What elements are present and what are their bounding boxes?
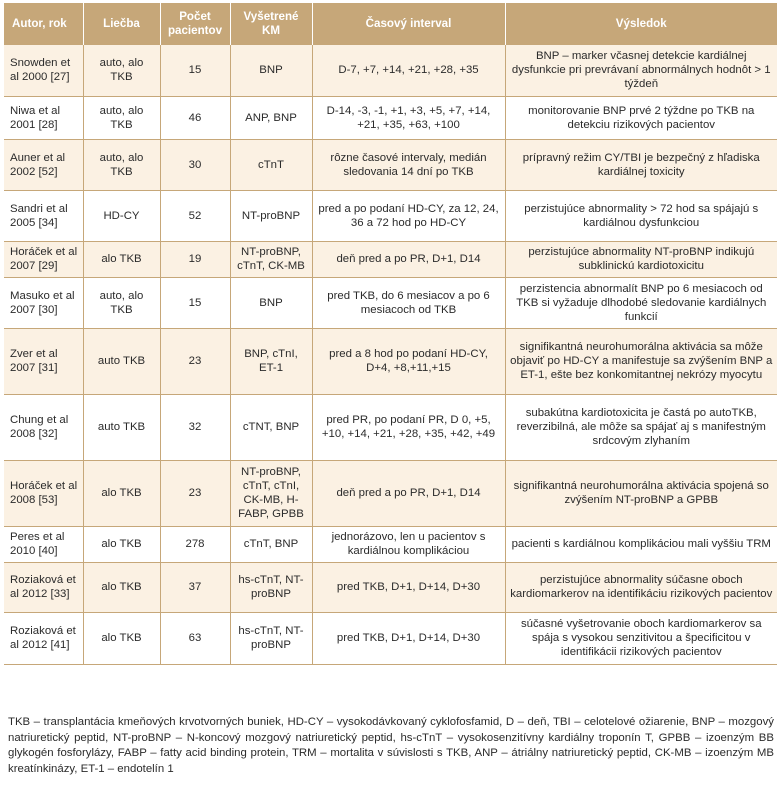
cell-pocet-pacientov: 30: [160, 139, 230, 190]
table-row: [4, 526, 777, 562]
cell-liecba: auto TKB: [83, 394, 160, 460]
cell-vysetrene-km: NT-proBNP, cTnT, cTnI, CK-MB, H-FABP, GPBB: [230, 460, 312, 526]
table-row: [4, 96, 777, 139]
cell-vysetrene-km: hs-cTnT, NT-proBNP: [230, 562, 312, 612]
header-row: [4, 3, 777, 45]
header-vysledok: Výsledok: [505, 3, 777, 45]
cell-pocet-pacientov: 37: [160, 562, 230, 612]
cell-vysledok: prípravný režim CY/TBI je bezpečný z hľadiska kardiálnej toxicity: [505, 139, 777, 190]
cell-liecba: alo TKB: [83, 612, 160, 664]
cell-autor-rok: Sandri et al 2005 [34]: [4, 190, 83, 241]
cell-autor-rok: Horáček et al 2008 [53]: [4, 460, 83, 526]
cell-autor-rok: Chung et al 2008 [32]: [4, 394, 83, 460]
cell-pocet-pacientov: 15: [160, 45, 230, 96]
cell-vysetrene-km: BNP: [230, 45, 312, 96]
table-row: [4, 45, 777, 96]
cell-liecba: auto, alo TKB: [83, 139, 160, 190]
header-vysetrene-km: Vyšetrené KM: [230, 3, 312, 45]
cell-vysledok: subakútna kardiotoxicita je častá po autoTKB, reverzibilná, ale môže sa spájať aj s manifestným srdcovým zlyhaním: [505, 394, 777, 460]
cell-autor-rok: Niwa et al 2001 [28]: [4, 96, 83, 139]
table-row: [4, 612, 777, 664]
cell-liecba: auto, alo TKB: [83, 45, 160, 96]
cell-vysledok: signifikantná neurohumorálna aktivácia sa môže objaviť po HD-CY a manifestuje sa zvýšením BNP a ET-1, ešte bez konkomitantnej nekrózy myocytu: [505, 328, 777, 394]
cell-casovy-interval: pred a 8 hod po podaní HD-CY, D+4, +8,+11,+15: [312, 328, 505, 394]
cell-liecba: auto, alo TKB: [83, 277, 160, 328]
cell-pocet-pacientov: 23: [160, 460, 230, 526]
table-row: [4, 394, 777, 460]
cell-autor-rok: Auner et al 2002 [52]: [4, 139, 83, 190]
cell-vysledok: perzistujúce abnormality > 72 hod sa spájajú s kardiálnou dysfunkciou: [505, 190, 777, 241]
cardiomarker-studies-table: [4, 3, 777, 665]
cell-liecba: alo TKB: [83, 562, 160, 612]
cell-autor-rok: Snowden et al 2000 [27]: [4, 45, 83, 96]
cell-liecba: alo TKB: [83, 526, 160, 562]
cell-pocet-pacientov: 15: [160, 277, 230, 328]
cell-casovy-interval: jednorázovo, len u pacientov s kardiálnou komplikáciou: [312, 526, 505, 562]
cell-pocet-pacientov: 52: [160, 190, 230, 241]
cell-pocet-pacientov: 32: [160, 394, 230, 460]
cell-vysetrene-km: BNP, cTnI, ET-1: [230, 328, 312, 394]
table-row: [4, 562, 777, 612]
cell-casovy-interval: deň pred a po PR, D+1, D14: [312, 460, 505, 526]
cell-casovy-interval: pred TKB, D+1, D+14, D+30: [312, 612, 505, 664]
cell-casovy-interval: deň pred a po PR, D+1, D14: [312, 241, 505, 277]
header-liecba: Liečba: [83, 3, 160, 45]
cell-vysledok: BNP – marker včasnej detekcie kardiálnej dysfunkcie pri prevrávaní abnormálnych hodnôt > 1 týždeň: [505, 45, 777, 96]
header-casovy-interval: Časový interval: [312, 3, 505, 45]
cell-vysetrene-km: cTnT, BNP: [230, 526, 312, 562]
cell-vysledok: perzistencia abnormalít BNP po 6 mesiacoch od TKB si vyžaduje dlhodobé sledovanie kardiálnych funkcií: [505, 277, 777, 328]
cell-casovy-interval: D-7, +7, +14, +21, +28, +35: [312, 45, 505, 96]
table-row: [4, 139, 777, 190]
cell-vysledok: pacienti s kardiálnou komplikáciou mali vyššiu TRM: [505, 526, 777, 562]
cell-pocet-pacientov: 63: [160, 612, 230, 664]
cell-autor-rok: Horáček et al 2007 [29]: [4, 241, 83, 277]
cell-vysetrene-km: hs-cTnT, NT-proBNP: [230, 612, 312, 664]
cell-vysetrene-km: NT-proBNP, cTnT, CK-MB: [230, 241, 312, 277]
cell-liecba: auto TKB: [83, 328, 160, 394]
table-row: [4, 190, 777, 241]
header-autor-rok: Autor, rok: [4, 3, 83, 45]
cell-vysetrene-km: ANP, BNP: [230, 96, 312, 139]
cell-casovy-interval: D-14, -3, -1, +1, +3, +5, +7, +14, +21, +35, +63, +100: [312, 96, 505, 139]
cell-casovy-interval: rôzne časové intervaly, medián sledovania 14 dní po TKB: [312, 139, 505, 190]
cell-vysledok: perzistujúce abnormality NT-proBNP indikujú subklinickú kardiotoxicitu: [505, 241, 777, 277]
table-row: [4, 328, 777, 394]
cell-pocet-pacientov: 19: [160, 241, 230, 277]
cell-liecba: HD-CY: [83, 190, 160, 241]
cell-casovy-interval: pred PR, po podaní PR, D 0, +5, +10, +14, +21, +28, +35, +42, +49: [312, 394, 505, 460]
cell-vysetrene-km: BNP: [230, 277, 312, 328]
cell-casovy-interval: pred TKB, do 6 mesiacov a po 6 mesiacoch od TKB: [312, 277, 505, 328]
cell-autor-rok: Roziaková et al 2012 [41]: [4, 612, 83, 664]
table-row: [4, 241, 777, 277]
cell-autor-rok: Roziaková et al 2012 [33]: [4, 562, 83, 612]
cell-liecba: auto, alo TKB: [83, 96, 160, 139]
cell-vysledok: súčasné vyšetrovanie oboch kardiomarkerov sa spája s vysokou senzitivitou a špecificitou v identifikácii rizikových pacientov: [505, 612, 777, 664]
cell-vysledok: monitorovanie BNP prvé 2 týždne po TKB na detekciu rizikových pacientov: [505, 96, 777, 139]
table-row: [4, 460, 777, 526]
cell-autor-rok: Peres et al 2010 [40]: [4, 526, 83, 562]
cell-casovy-interval: pred TKB, D+1, D+14, D+30: [312, 562, 505, 612]
cell-vysledok: signifikantná neurohumorálna aktivácia spojená so zvýšením NT-proBNP a GPBB: [505, 460, 777, 526]
cell-autor-rok: Zver et al 2007 [31]: [4, 328, 83, 394]
cell-pocet-pacientov: 278: [160, 526, 230, 562]
table-header: [4, 3, 777, 45]
cell-casovy-interval: pred a po podaní HD-CY, za 12, 24, 36 a 72 hod po HD-CY: [312, 190, 505, 241]
table-body: [4, 45, 777, 664]
cell-vysetrene-km: NT-proBNP: [230, 190, 312, 241]
cell-pocet-pacientov: 23: [160, 328, 230, 394]
cell-liecba: alo TKB: [83, 460, 160, 526]
cell-vysledok: perzistujúce abnormality súčasne oboch kardiomarkerov na identifikáciu rizikových pacientov: [505, 562, 777, 612]
cell-vysetrene-km: cTNT, BNP: [230, 394, 312, 460]
cell-vysetrene-km: cTnT: [230, 139, 312, 190]
cell-liecba: alo TKB: [83, 241, 160, 277]
table-row: [4, 277, 777, 328]
cell-autor-rok: Masuko et al 2007 [30]: [4, 277, 83, 328]
header-pocet-pacientov: Počet pacientov: [160, 3, 230, 45]
cell-pocet-pacientov: 46: [160, 96, 230, 139]
table-footnote: TKB – transplantácia kmeňových krvotvorných buniek, HD-CY – vysokodávkovaný cyklofosfamid, D – deň, TBI – celotelové ožiarenie, BNP – mozgový natriuretický peptid, NT-proBNP – N-koncový mozgový natriuretický peptid, hs-cTnT – vysokosenzitívny kardiálny troponín T, GPBB – izoenzým BB glykogén fosforylázy, FABP – fatty acid binding protein, TRM – mortalita v súvislosti s TKB, ANP – átriálny natriuretický peptid, CK-MB – izoenzým MB kreatínkinázy, ET-1 – endotelín 1: [8, 716, 774, 776]
